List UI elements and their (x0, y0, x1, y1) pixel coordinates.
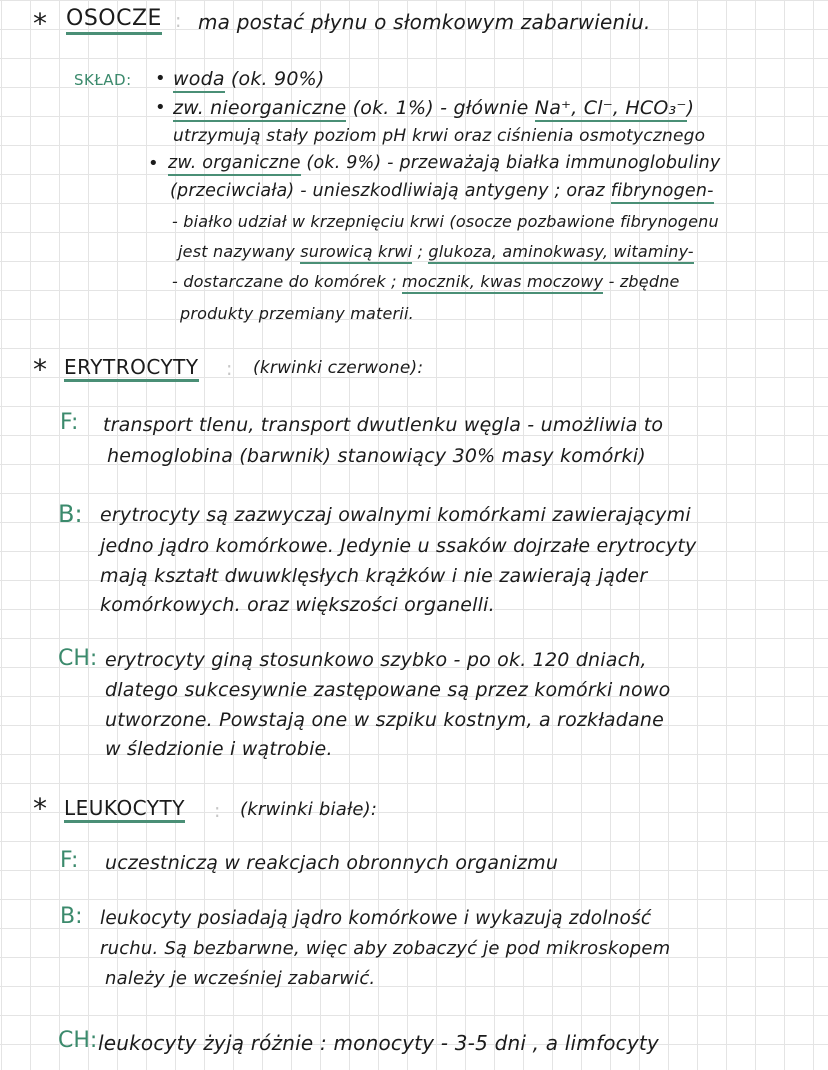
leukocyty-build-line: należy je wcześniej zabarwić. (105, 968, 376, 989)
marker-function: F: (60, 848, 79, 873)
erytrocyty-build-line: erytrocyty są zazwyczaj owalnymi komórkami zawierającymi (100, 504, 691, 526)
bullet-dot: • (155, 68, 166, 89)
bullet-dot: • (155, 97, 166, 118)
marker-build: B: (58, 500, 83, 528)
sklad-item-inorganic: zw. nieorganiczne (ok. 1%) - głównie Na⁺, Cl⁻, HCO₃⁻) (173, 99, 694, 118)
erytrocyty-build-line: komórkowych. oraz większości organelli. (100, 594, 495, 616)
leukocyty-characteristics-line: leukocyty żyją różnie : monocyty - 3-5 dni , a limfocyty (98, 1031, 659, 1055)
marker-characteristics: CH: (58, 646, 98, 671)
heading-osocze: OSOCZE (66, 8, 162, 35)
marker-build: B: (60, 904, 83, 929)
bullet-dot: • (148, 153, 159, 174)
section-bullet-erytrocyty: * (33, 353, 47, 386)
heading-colon: : (175, 10, 182, 32)
sklad-item-inorganic-line2: utrzymują stały poziom pH krwi oraz ciśnienia osmotycznego (173, 126, 706, 146)
erytrocyty-build-line: mają kształt dwuwklęsłych krążków i nie zawierają jąder (100, 565, 648, 587)
sklad-item-organic: zw. organiczne (ok. 9%) - przeważają białka immunoglobuliny (168, 155, 720, 173)
section-bullet-leukocyty: * (33, 792, 47, 825)
erytrocyty-subtitle: (krwinki czerwone): (253, 358, 424, 378)
leukocyty-function-line: uczestniczą w reakcjach obronnych organizmu (105, 852, 559, 874)
sklad-item-organic-line6: produkty przemiany materii. (180, 304, 414, 323)
sklad-item-organic-line4: jest nazywany surowicą krwi ; glukoza, aminokwasy, witaminy- (178, 244, 694, 260)
sklad-item-organic-line5: - dostarczane do komórek ; mocznik, kwas moczowy - zbędne (172, 274, 680, 290)
leukocyty-build-line: leukocyty posiadają jądro komórkowe i wykazują zdolność (100, 908, 652, 929)
erytrocyty-characteristics-line: erytrocyty giną stosunkowo szybko - po ok. 120 dniach, (105, 649, 647, 671)
osocze-intro: ma postać płynu o słomkowym zabarwieniu. (198, 10, 651, 34)
sklad-item-water: woda (ok. 90%) (173, 70, 324, 89)
leukocyty-subtitle: (krwinki białe): (240, 799, 378, 820)
sklad-item-organic-line3: - białko udział w krzepnięciu krwi (osocze pozbawione fibrynogenu (172, 212, 719, 231)
erytrocyty-function-line: hemoglobina (barwnik) stanowiący 30% masy komórki) (107, 445, 646, 467)
heading-erytrocyty: ERYTROCYTY (64, 357, 199, 382)
sklad-item-organic-line2: (przeciwciała) - unieszkodliwiają antygeny ; oraz fibrynogen- (170, 183, 714, 201)
erytrocyty-characteristics-line: dlatego sukcesywnie zastępowane są przez komórki nowo (105, 679, 671, 701)
erytrocyty-function-line: transport tlenu, transport dwutlenku węgla - umożliwia to (103, 414, 664, 436)
erytrocyty-characteristics-line: w śledzionie i wątrobie. (105, 738, 333, 760)
sklad-label: SKŁAD: (74, 71, 132, 89)
marker-function: F: (60, 410, 79, 435)
marker-characteristics: CH: (58, 1028, 98, 1053)
heading-leukocyty: LEUKOCYTY (64, 798, 185, 823)
erytrocyty-build-line: jedno jądro komórkowe. Jedynie u ssaków dojrzałe erytrocyty (100, 535, 697, 557)
heading-colon: : (214, 800, 221, 822)
leukocyty-build-line: ruchu. Są bezbarwne, więc aby zobaczyć je pod mikroskopem (100, 938, 671, 959)
section-bullet-osocze: * (33, 7, 47, 40)
erytrocyty-characteristics-line: utworzone. Powstają one w szpiku kostnym, a rozkładane (105, 709, 664, 731)
heading-colon: : (226, 358, 233, 380)
